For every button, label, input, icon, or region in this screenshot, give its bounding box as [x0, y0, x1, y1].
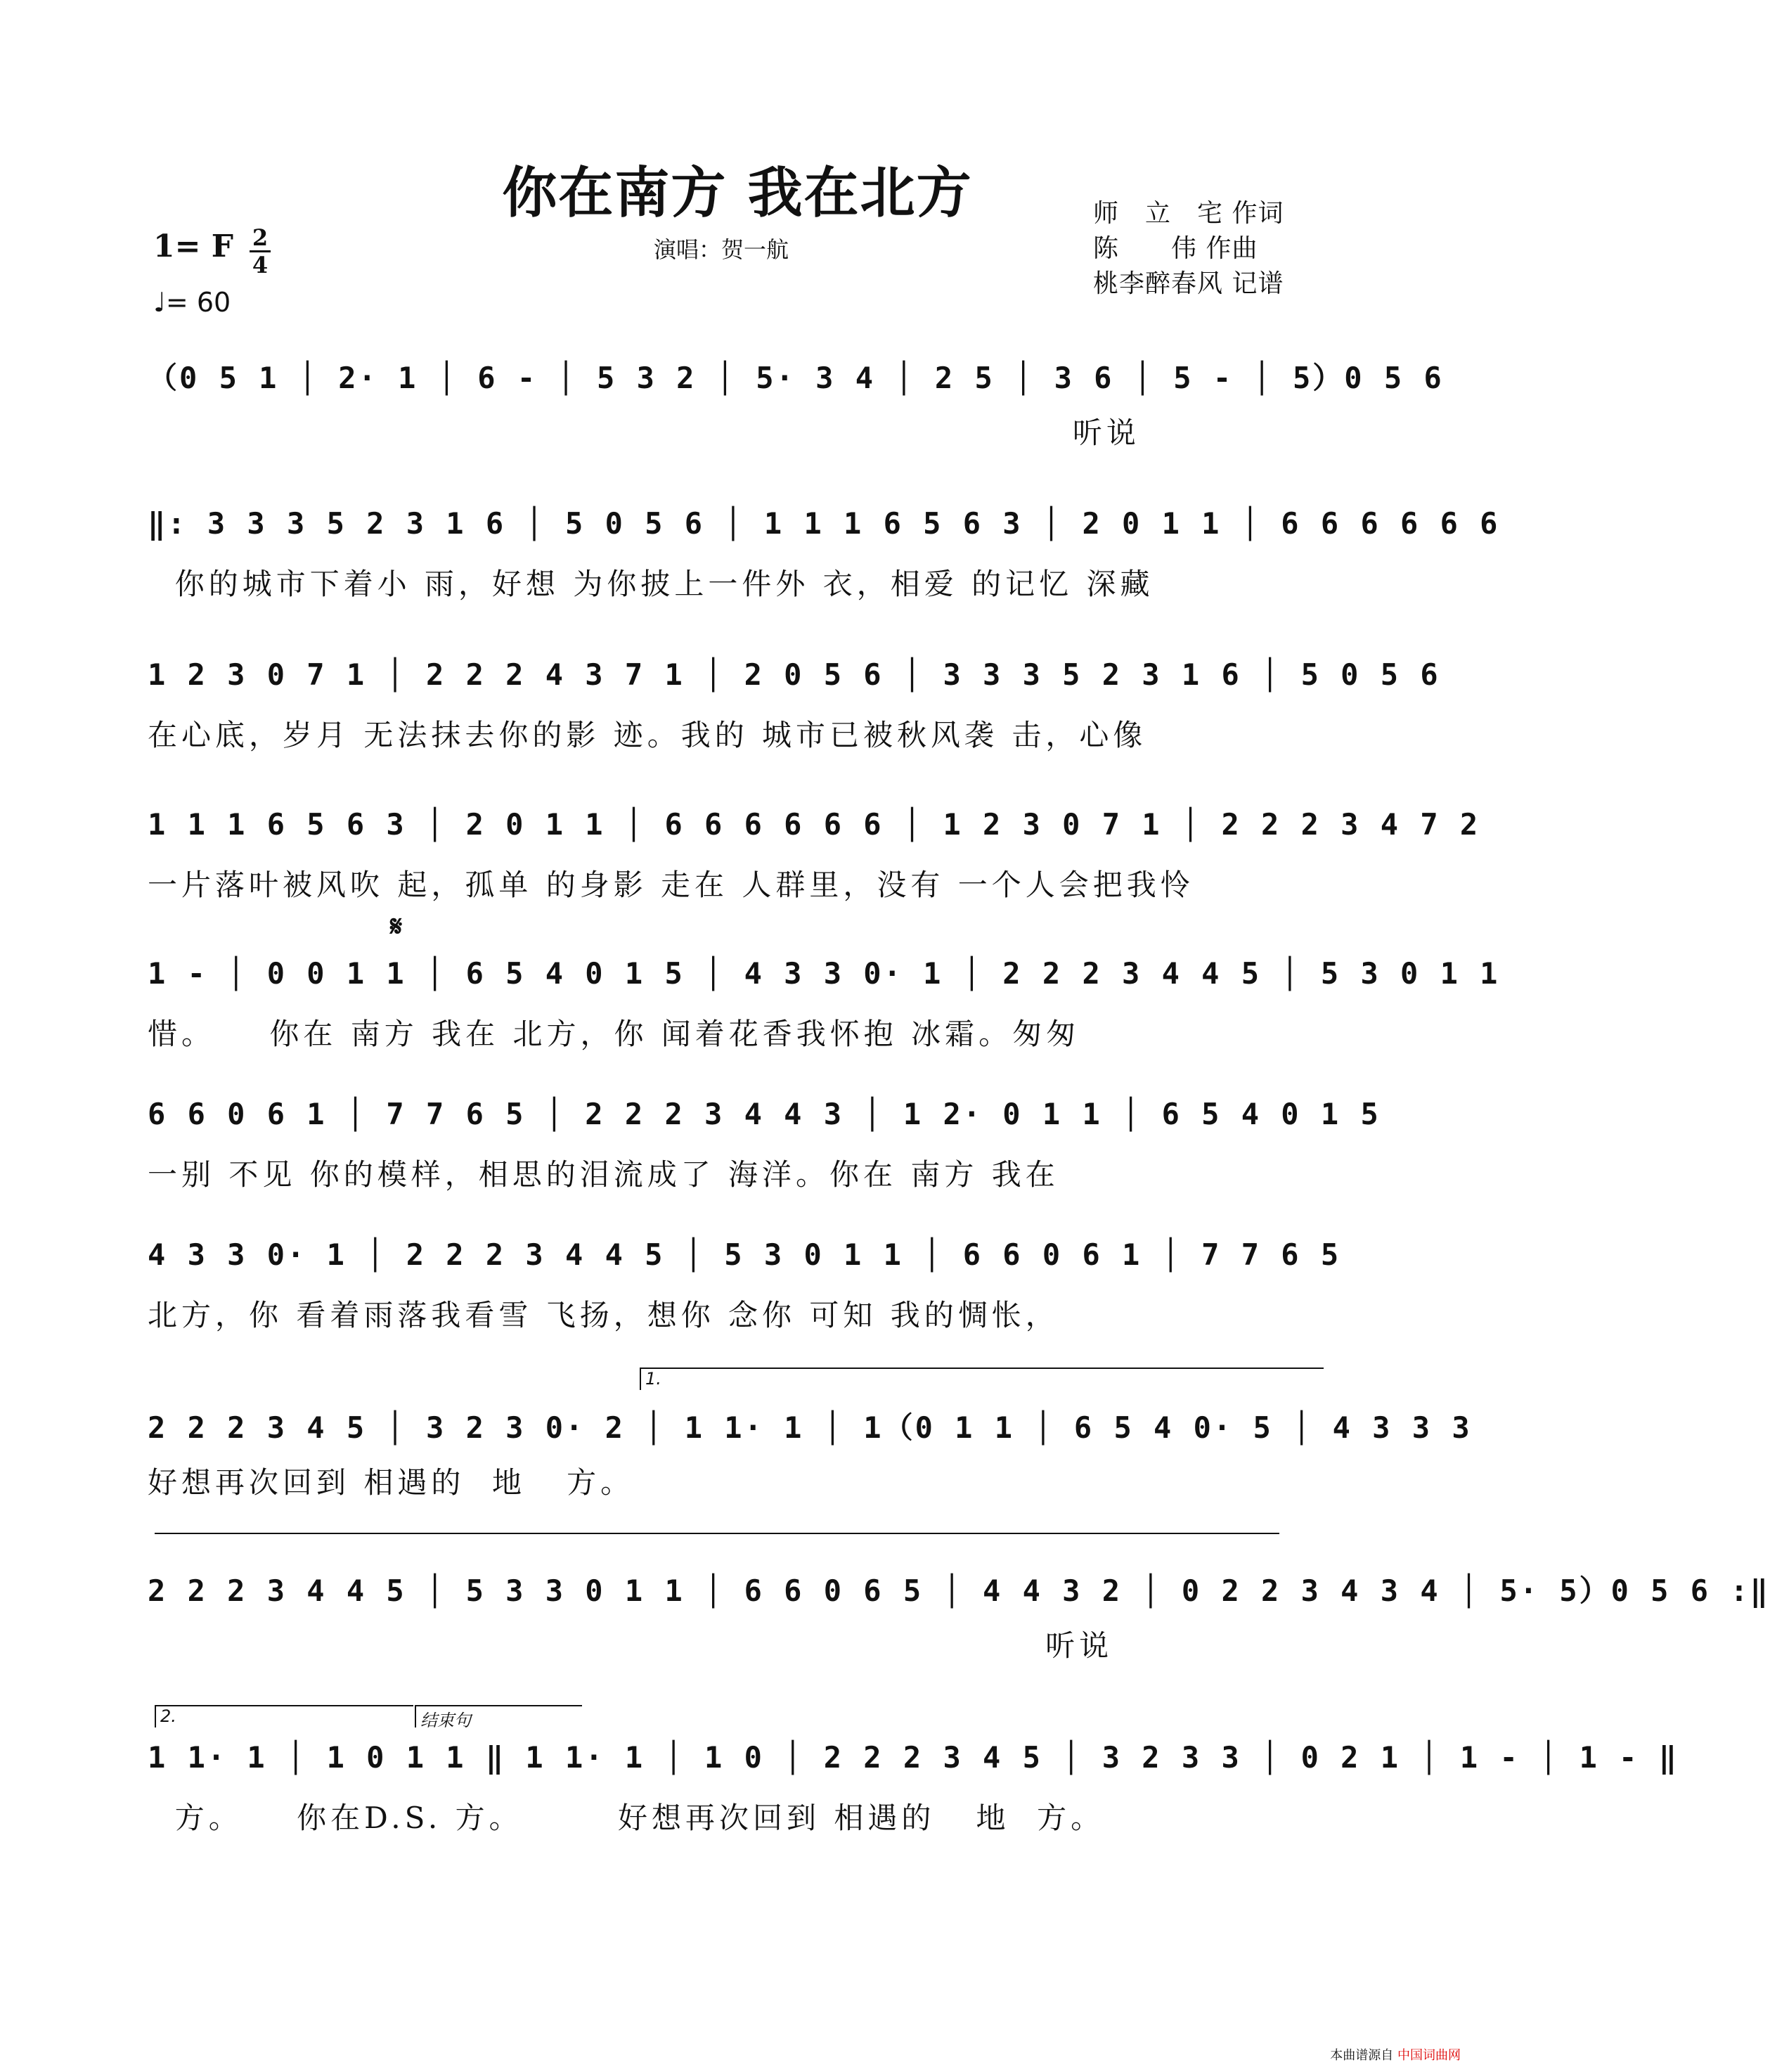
score-line-1: [148, 355, 1444, 450]
notes-line-7: 4 3 3 0· 1 │ 2 2 2 3 4 4 5 │ 5 3 0 1 1 │ 6 6 0 6 1 │ 7 7 6 5: [148, 1237, 1341, 1272]
footer-watermark: [1330, 2045, 1461, 2064]
time-signature: [250, 226, 271, 276]
coda-label: 结束句: [415, 1705, 582, 1727]
volta-2: 2.: [155, 1705, 413, 1727]
lyrics-line-2: 你的城市下着小 雨，好想 为你披上一件外 衣，相爱 的记忆 深藏: [148, 567, 1154, 601]
singer-credit: 演唱：贺一航: [654, 236, 789, 263]
lyrics-line-3: 在心底，岁月 无法抹去你的影 迹。我的 城市已被秋风袭 击，心像: [148, 718, 1147, 752]
notes-line-6: 6 6 0 6 1 │ 7 7 6 5 │ 2 2 2 3 4 4 3 │ 1 2· 0 1 1 │ 6 5 4 0 1 5: [148, 1097, 1381, 1131]
score-line-4: [148, 807, 1480, 902]
notes-line-2: ‖: 3 3 3 5 2 3 1 6 │ 5 0 5 6 │ 1 1 1 6 5 6 3 │ 2 0 1 1 │ 6 6 6 6 6 6: [148, 506, 1500, 541]
notes-line-1: （0 5 1 │ 2· 1 │ 6 - │ 5 3 2 │ 5· 3 4 │ 2 5 │ 3 6 │ 5 - │ 5）0 5 6: [148, 361, 1444, 395]
lyrics-line-10: 方。 你在D.S. 方。 好想再次回到 相遇的 地 方。: [148, 1801, 1105, 1835]
time-signature-bottom: 4: [252, 252, 269, 278]
notes-line-8: 2 2 2 3 4 5 │ 3 2 3 0· 2 │ 1 1· 1 │ 1（0 1 1 │ 6 5 4 0· 5 │ 4 3 3 3: [148, 1410, 1472, 1445]
transcriber-credit: 桃李醉春风 记谱: [1093, 269, 1284, 298]
score-line-6: [148, 1097, 1381, 1192]
notes-line-10: 1 1· 1 │ 1 0 1 1 ‖ 1 1· 1 │ 1 0 │ 2 2 2 3 4 5 │ 3 2 3 3 │ 0 2 1 │ 1 - │ 1 - ‖: [148, 1740, 1679, 1775]
footer-source-label: 本曲谱源自: [1330, 2048, 1394, 2063]
tempo-marking: ♩= 60: [153, 287, 231, 318]
time-signature-top: 2: [252, 224, 269, 251]
notes-line-4: 1 1 1 6 5 6 3 │ 2 0 1 1 │ 6 6 6 6 6 6 │ 1 2 3 0 7 1 │ 2 2 2 3 4 7 2: [148, 807, 1480, 842]
score-line-8: [148, 1405, 1472, 1500]
score-line-7: [148, 1237, 1341, 1332]
score-line-9: [148, 1568, 1770, 1663]
score-line-10: [148, 1740, 1679, 1835]
score-line-3: [148, 657, 1440, 752]
notes-line-3: 1 2 3 0 7 1 │ 2 2 2 4 3 7 1 │ 2 0 5 6 │ 3 3 3 5 2 3 1 6 │ 5 0 5 6: [148, 657, 1440, 692]
segno-sign: 𝄋: [390, 910, 403, 943]
song-title: 你在南方 我在北方: [502, 161, 973, 225]
lyrics-line-5: 惜。 你在 南方 我在 北方，你 闻着花香我怀抱 冰霜。匆匆: [148, 1017, 1080, 1051]
score-line-5: [148, 956, 1500, 1051]
lyrics-line-4: 一片落叶被风吹 起，孤单 的身影 走在 人群里，没有 一个人会把我怜: [148, 868, 1194, 902]
lyrics-line-8: 好想再次回到 相遇的 地 方。: [148, 1465, 635, 1500]
lyrics-line-1: 听说: [148, 416, 1140, 450]
notes-line-9: 2 2 2 3 4 4 5 │ 5 3 3 0 1 1 │ 6 6 0 6 5 │ 4 4 3 2 │ 0 2 2 3 4 3 4 │ 5· 5）0 5 6 :‖: [148, 1574, 1770, 1608]
score-line-2: [148, 506, 1500, 601]
continuation-bracket: [155, 1533, 1279, 1534]
key-signature: 1= F: [153, 229, 234, 264]
lyrics-line-6: 一别 不见 你的模样，相思的泪流成了 海洋。你在 南方 我在: [148, 1157, 1059, 1192]
lyricist-credit: 师 立 宅 作词: [1093, 199, 1284, 228]
composer-credit: 陈 伟 作曲: [1093, 234, 1258, 263]
volta-1: 1.: [640, 1368, 1324, 1390]
lyrics-line-9: 听说: [148, 1628, 1113, 1663]
footer-site-link[interactable]: 中国词曲网: [1397, 2048, 1461, 2063]
notes-line-5: 1 - │ 0 0 1 1 │ 6 5 4 0 1 5 │ 4 3 3 0· 1 │ 2 2 2 3 4 4 5 │ 5 3 0 1 1: [148, 956, 1500, 991]
lyrics-line-7: 北方，你 看着雨落我看雪 飞扬，想你 念你 可知 我的惆怅，: [148, 1298, 1059, 1332]
